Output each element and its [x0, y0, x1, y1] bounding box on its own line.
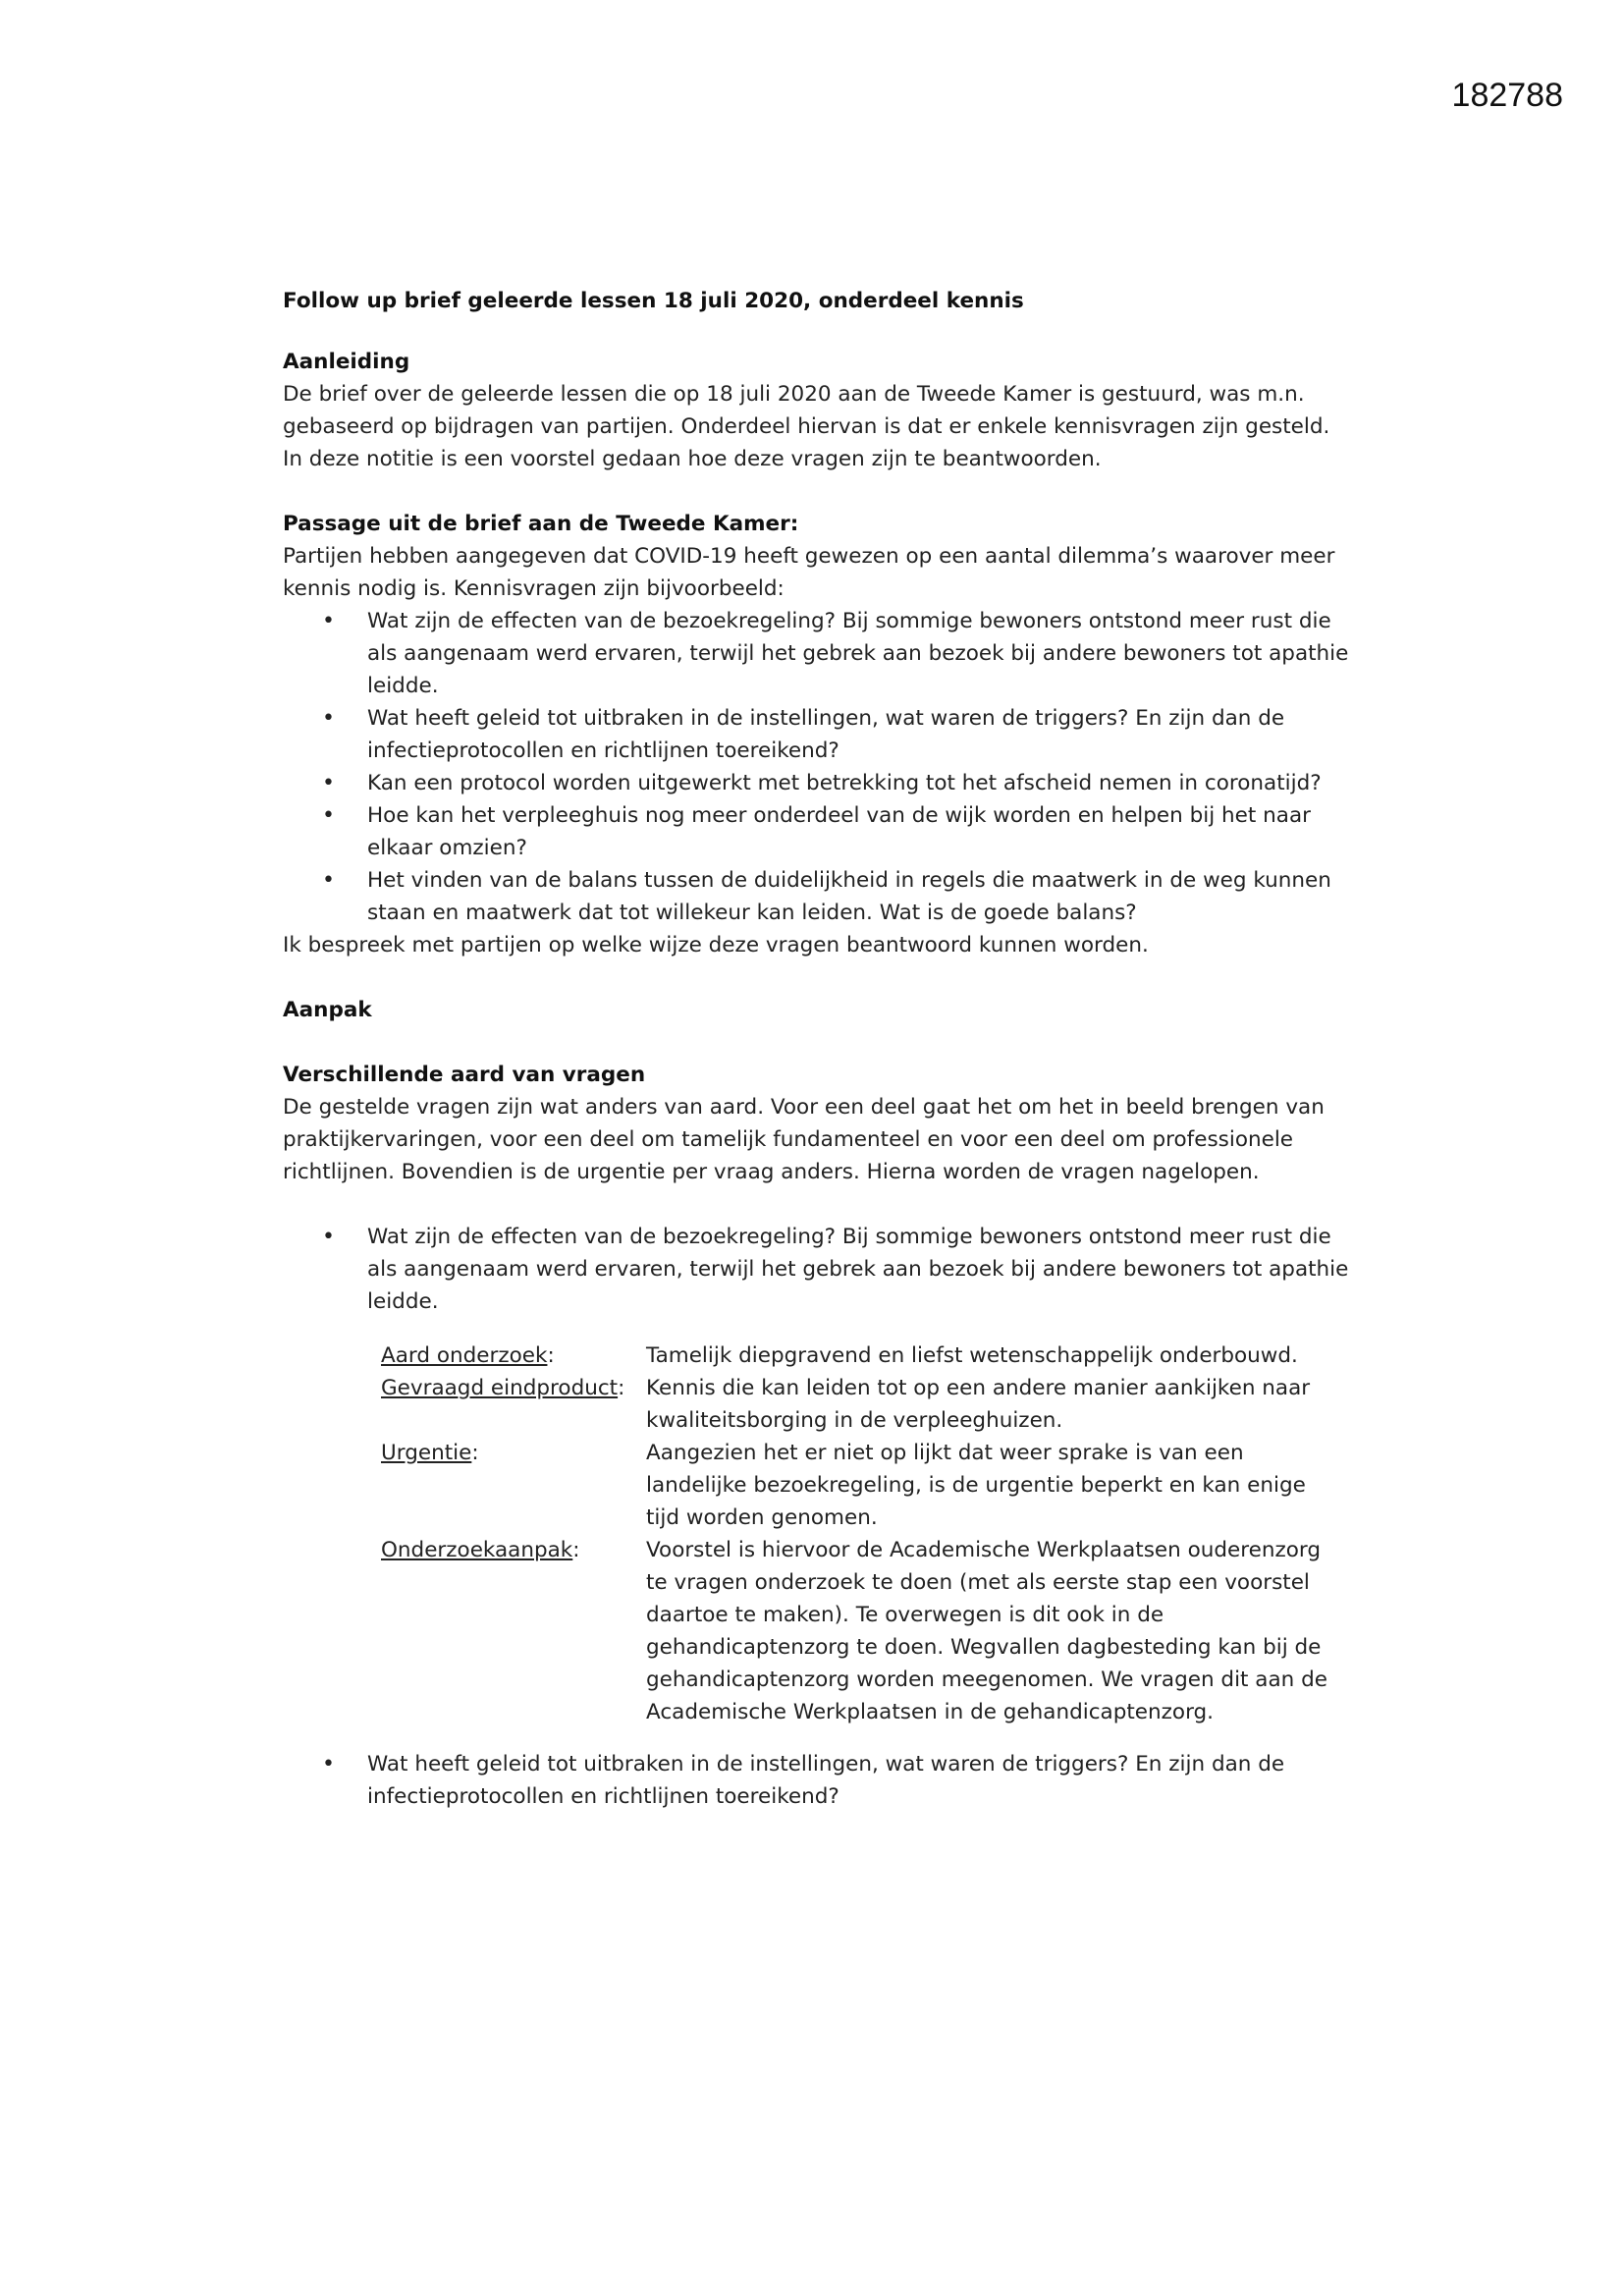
detail-label: Gevraagd eindproduct:	[381, 1376, 625, 1400]
heading-passage: Passage uit de brief aan de Tweede Kamer:	[283, 512, 799, 536]
paragraph-passage-intro: Partijen hebben aangegeven dat COVID-19 heeft gewezen op een aantal dilemma’s waarover meer kennis nodig is. Kennisvragen zijn bijvoorbeeld:	[283, 544, 1335, 601]
paragraph-aanleiding: De brief over de geleerde lessen die op 18 juli 2020 aan de Tweede Kamer is gestuurd, was m.n. gebaseerd op bijdragen van partijen. Onderdeel hiervan is dat er enkele kennisvragen zijn gesteld. In deze notitie is een voorstel gedaan hoe deze vragen zijn te beantwoorden.	[283, 382, 1330, 471]
heading-aanpak: Aanpak	[283, 998, 372, 1022]
table-row	[381, 1437, 1343, 1534]
list-item: • Kan een protocol worden uitgewerkt met betrekking tot het afscheid nemen in coronatijd?	[367, 767, 1353, 799]
document-number: 182788	[1451, 77, 1563, 114]
question-2-list	[283, 1748, 1353, 1813]
table-row	[381, 1339, 1343, 1372]
passage-question-list	[283, 605, 1353, 929]
question-1-details	[381, 1339, 1343, 1728]
paragraph-verschillende-aard: De gestelde vragen zijn wat anders van aard. Voor een deel gaat het om het in beeld brengen van praktijkervaringen, voor een deel om tamelijk fundamenteel en voor een deel om professionele richtlijnen. Bovendien is de urgentie per vraag anders. Hierna worden de vragen nagelopen.	[283, 1095, 1325, 1184]
list-item: • Wat heeft geleid tot uitbraken in de instellingen, wat waren de triggers? En zijn dan de infectieprotocollen en richtlijnen toereikend?	[367, 702, 1353, 767]
heading-verschillende-aard: Verschillende aard van vragen	[283, 1063, 646, 1087]
detail-label: Aard onderzoek:	[381, 1343, 555, 1368]
detail-value: Tamelijk diepgravend en liefst wetenschappelijk onderbouwd.	[646, 1343, 1298, 1368]
detail-label: Urgentie:	[381, 1441, 479, 1465]
list-item: • Het vinden van de balans tussen de duidelijkheid in regels die maatwerk in de weg kunnen staan en maatwerk dat tot willekeur kan leiden. Wat is de goede balans?	[367, 864, 1353, 929]
detail-label: Onderzoekaanpak:	[381, 1538, 580, 1562]
question-1-list	[283, 1221, 1353, 1318]
list-item: • Wat zijn de effecten van de bezoekregeling? Bij sommige bewoners ontstond meer rust die als aangenaam werd ervaren, terwijl het gebrek aan bezoek bij andere bewoners tot apathie leidde.	[367, 605, 1353, 702]
document-content	[283, 285, 1353, 1813]
list-item: • Wat zijn de effecten van de bezoekregeling? Bij sommige bewoners ontstond meer rust die als aangenaam werd ervaren, terwijl het gebrek aan bezoek bij andere bewoners tot apathie leidde.	[367, 1221, 1353, 1318]
list-item: • Wat heeft geleid tot uitbraken in de instellingen, wat waren de triggers? En zijn dan de infectieprotocollen en richtlijnen toereikend?	[367, 1748, 1353, 1813]
detail-value: Kennis die kan leiden tot op een andere manier aankijken naar kwaliteitsborging in de verpleeghuizen.	[646, 1376, 1311, 1433]
list-item: • Hoe kan het verpleeghuis nog meer onderdeel van de wijk worden en helpen bij het naar elkaar omzien?	[367, 799, 1353, 864]
document-title: Follow up brief geleerde lessen 18 juli 2020, onderdeel kennis	[283, 289, 1024, 313]
heading-aanleiding: Aanleiding	[283, 350, 410, 374]
paragraph-passage-closing: Ik bespreek met partijen op welke wijze deze vragen beantwoord kunnen worden.	[283, 933, 1149, 957]
detail-value: Voorstel is hiervoor de Academische Werkplaatsen ouderenzorg te vragen onderzoek te doen (met als eerste stap een voorstel daartoe te maken). Te overwegen is dit ook in de gehandicaptenzorg te doen. Wegvallen dagbesteding kan bij de gehandicaptenzorg worden meegenomen. We vragen dit aan de Academische Werkplaatsen in de gehandicaptenzorg.	[646, 1538, 1327, 1724]
table-row	[381, 1534, 1343, 1728]
detail-value: Aangezien het er niet op lijkt dat weer sprake is van een landelijke bezoekregeling, is de urgentie beperkt en kan enige tijd worden genomen.	[646, 1441, 1306, 1530]
table-row	[381, 1372, 1343, 1437]
